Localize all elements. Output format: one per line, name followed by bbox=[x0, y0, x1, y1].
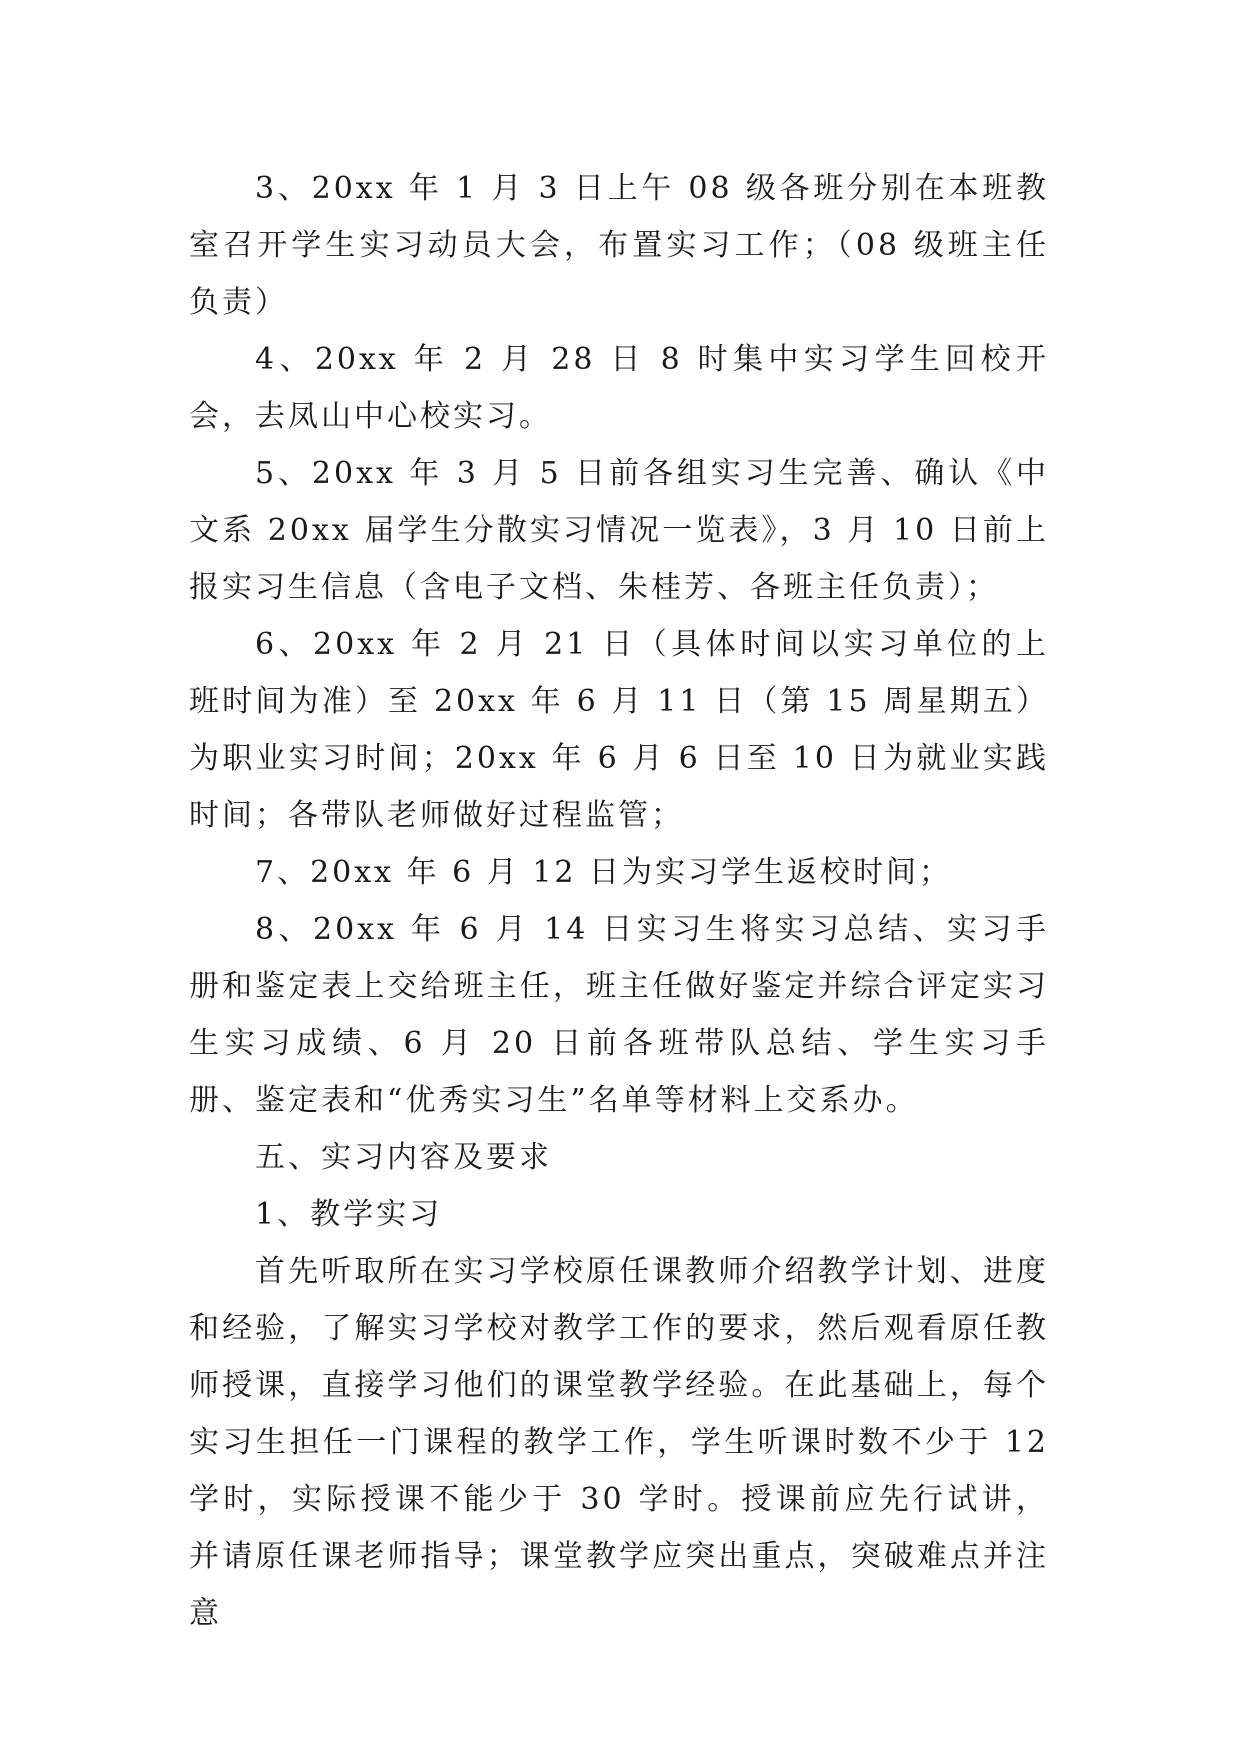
paragraph-item-8: 8、20xx 年 6 月 14 日实习生将实习总结、实习手册和鉴定表上交给班主任，班主任做好鉴定并综合评定实习生实习成绩、6 月 20 日前各班带队总结、学生实习手册、鉴定表和“优秀实习生”名单等材料上交系办。 bbox=[189, 912, 1049, 1118]
paragraph-item-6: 6、20xx 年 2 月 21 日（具体时间以实习单位的上班时间为准）至 20xx 年 6 月 11 日（第 15 周星期五）为职业实习时间；20xx 年 6 月 6 日至 10 日为就业实践时间；各带队老师做好过程监管； bbox=[189, 627, 1049, 833]
section-heading: 五、实习内容及要求 bbox=[255, 1140, 552, 1175]
paragraph-item-7: 7、20xx 年 6 月 12 日为实习学生返校时间； bbox=[255, 855, 953, 890]
document-body bbox=[189, 160, 1049, 1642]
paragraph-item-3: 3、20xx 年 1 月 3 日上午 08 级各班分别在本班教室召开学生实习动员大会，布置实习工作；（08 级班主任负责） bbox=[189, 171, 1049, 320]
paragraph-item-4: 4、20xx 年 2 月 28 日 8 时集中实习学生回校开会，去凤山中心校实习。 bbox=[189, 342, 1049, 434]
body-paragraph: 首先听取所在实习学校原任课教师介绍教学计划、进度和经验，了解实习学校对教学工作的要求，然后观看原任教师授课，直接学习他们的课堂教学经验。在此基础上，每个实习生担任一门课程的教学工作，学生听课时数不少于 12 学时，实际授课不能少于 30 学时。授课前应先行试讲，并请原任课老师指导；课堂教学应突出重点，突破难点并注意 bbox=[189, 1254, 1049, 1631]
paragraph-item-5: 5、20xx 年 3 月 5 日前各组实习生完善、确认《中文系 20xx 届学生分散实习情况一览表》，3 月 10 日前上报实习生信息（含电子文档、朱桂芳、各班主任负责）； bbox=[189, 456, 1049, 605]
subsection-heading: 1、教学实习 bbox=[255, 1197, 443, 1232]
